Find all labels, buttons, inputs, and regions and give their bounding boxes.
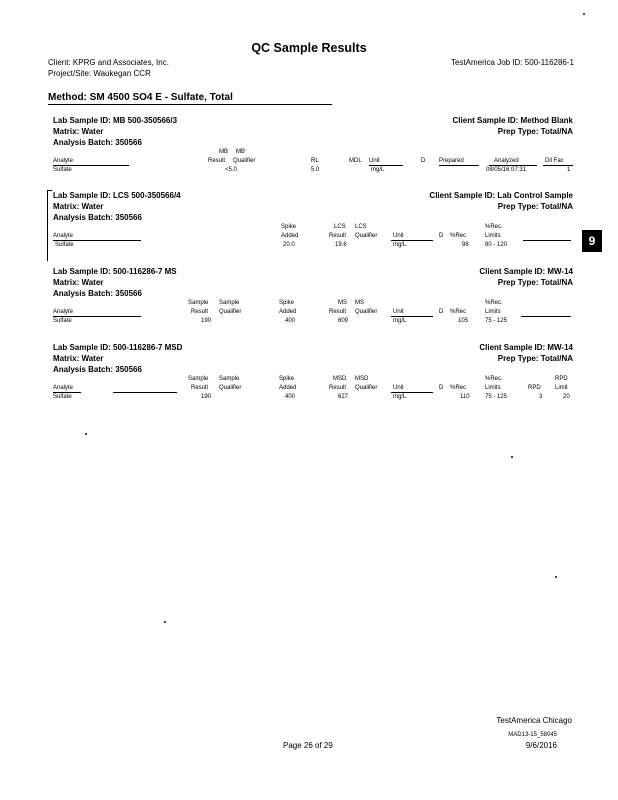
scan-speck [85,433,87,435]
header-rule [53,240,141,241]
client-sample-id: Client Sample ID: MW-14 [479,343,573,352]
lab-sample-id: Lab Sample ID: MB 500-350566/3 [53,116,178,125]
lab-sample-id: Lab Sample ID: 500-116286-7 MS [53,267,177,276]
col-head: Prepared [439,158,464,164]
col-head: %Rec [450,385,467,391]
rpd-cell: 3 [539,394,543,400]
prep-type: Prep Type: Total/NA [497,278,573,287]
scan-bracket [47,190,52,261]
col-head-top: MB [236,149,245,155]
col-head: Qualifier [355,385,378,391]
analysis-batch: Analysis Batch: 350566 [53,138,142,147]
col-head: Qualifier [219,385,242,391]
section-tab: 9 [582,230,602,252]
col-head: Qualifier [355,309,378,315]
col-head-top: Sample [219,376,240,382]
col-head: Unit [369,158,380,164]
method-underline [48,104,332,105]
sample-result-cell: 190 [201,394,212,400]
col-head-top: MS [338,300,347,306]
col-head: Qualifier [355,233,378,239]
limits-cell: 75 - 125 [485,394,508,400]
footer-date: 9/6/2016 [525,741,557,750]
sample-result-cell: 190 [201,318,212,324]
analysis-batch: Analysis Batch: 350566 [53,213,142,222]
prep-type: Prep Type: Total/NA [497,202,573,211]
added-cell: 400 [285,318,296,324]
col-head: RL [311,158,319,164]
result-cell: 609 [338,318,349,324]
col-head: Result [329,309,347,315]
col-head-top: Sample [188,376,209,382]
col-head: Analyte [53,233,74,239]
col-head: Result [329,385,347,391]
col-head: Result [208,158,226,164]
col-head: Result [191,385,209,391]
col-head-top: MSD [333,376,347,382]
footer-lab: TestAmerica Chicago [496,716,572,725]
header-rule [521,316,571,317]
col-head: Qualifier [233,158,256,164]
analysis-batch: Analysis Batch: 350566 [53,365,142,374]
header-rule [113,392,177,393]
lab-sample-id: Lab Sample ID: LCS 500-350566/4 [53,191,181,200]
rec-cell: 105 [458,318,469,324]
header-rule [439,165,479,166]
col-head: D [439,233,444,239]
col-head: MDL [349,158,362,164]
col-head: Analyte [53,385,74,391]
analyte-cell: Sulfate [53,318,72,324]
ms-block [53,266,573,329]
added-cell: 400 [285,394,296,400]
result-cell: <5.0 [225,167,237,173]
client-sample-id: Client Sample ID: Lab Control Sample [429,191,573,200]
header-rule [53,316,141,317]
analysis-batch: Analysis Batch: 350566 [53,289,142,298]
col-head-top: Spike [281,224,297,230]
col-head-top: Spike [279,376,295,382]
limits-cell: 80 - 120 [485,242,508,248]
col-head: Qualifier [219,309,242,315]
matrix: Matrix: Water [53,278,104,287]
col-head: Limits [485,385,501,391]
col-head: Analyte [53,309,74,315]
col-head-top: Sample [219,300,240,306]
project-site: Project/Site: Waukegan CCR [48,69,151,78]
col-head-top: LCS [355,224,367,230]
col-head: Limits [485,233,501,239]
client-sample-id: Client Sample ID: Method Blank [452,116,573,125]
col-head: RPD [528,385,541,391]
col-head-top: RPD [555,376,568,382]
rpd-limit-cell: 20 [563,394,570,400]
col-head: Added [279,309,297,315]
col-head-top: LCS [334,224,346,230]
prep-type: Prep Type: Total/NA [497,354,573,363]
header-rule [369,165,403,166]
lcs-block [53,190,573,253]
unit-cell: mg/L [393,242,407,248]
col-head: Limit [555,385,568,391]
col-head-top: MSD [355,376,369,382]
col-head-top: %Rec. [485,300,503,306]
col-head: Result [191,309,209,315]
col-head: Unit [393,233,404,239]
col-head: Result [329,233,347,239]
analyte-cell: Sulfate [53,394,72,400]
col-head: D [439,385,444,391]
page-title: QC Sample Results [251,41,367,55]
header-rule [391,392,433,393]
scan-speck [555,576,557,578]
unit-cell: mg/L [371,167,385,173]
unit-cell: mg/L [393,394,407,400]
matrix: Matrix: Water [53,354,104,363]
col-head: D [439,309,444,315]
col-head-top: Sample [188,300,209,306]
method-heading: Method: SM 4500 SO4 E - Sulfate, Total [48,92,233,103]
col-head: Added [279,385,297,391]
dilfac-cell: 1 [567,167,571,173]
client-name: Client: KPRG and Associates, Inc. [48,58,169,67]
col-head-top: %Rec. [485,376,503,382]
header-rule [391,240,433,241]
col-head-top: MB [219,149,228,155]
limits-cell: 75 - 125 [485,318,508,324]
scan-speck [583,13,585,15]
header-rule [543,165,573,166]
header-rule [53,165,129,166]
footer-code: MAD13-15_58045 [508,732,557,738]
matrix: Matrix: Water [53,127,104,136]
rec-cell: 110 [460,394,470,400]
client-sample-id: Client Sample ID: MW-14 [479,267,573,276]
analyte-cell: Sulfate [55,242,74,248]
scan-speck [511,456,513,458]
col-head: %Rec [450,309,467,315]
col-head: Limits [485,309,501,315]
rl-cell: 5.0 [311,167,320,173]
header-rule [489,165,537,166]
scan-speck [164,621,166,623]
analyzed-cell: 08/05/16 07:31 [486,167,527,173]
col-head: Dil Fac [545,158,564,164]
col-head-top: %Rec. [485,224,503,230]
col-head: Analyte [53,158,74,164]
unit-cell: mg/L [393,318,407,324]
col-head-top: MS [355,300,364,306]
result-cell: 627 [338,394,349,400]
header-rule [523,240,571,241]
added-cell: 20.0 [283,242,295,248]
col-head: Unit [393,385,404,391]
col-head: Analyzed [494,158,519,164]
header-rule [391,316,433,317]
col-head: %Rec [450,233,467,239]
col-head: Unit [393,309,404,315]
header-rule [53,392,81,393]
msd-block [53,342,573,405]
col-head-top: Spike [279,300,295,306]
lab-sample-id: Lab Sample ID: 500-116286-7 MSD [53,343,183,352]
page-number: Page 26 of 29 [283,741,333,750]
rec-cell: 98 [462,242,469,248]
job-id: TestAmerica Job ID: 500-116286-1 [450,58,574,67]
analyte-cell: Sulfate [53,167,72,173]
method-blank-block [53,115,573,178]
col-head: D [421,158,426,164]
prep-type: Prep Type: Total/NA [497,127,573,136]
col-head: Added [281,233,299,239]
matrix: Matrix: Water [53,202,104,211]
result-cell: 19.6 [335,242,347,248]
